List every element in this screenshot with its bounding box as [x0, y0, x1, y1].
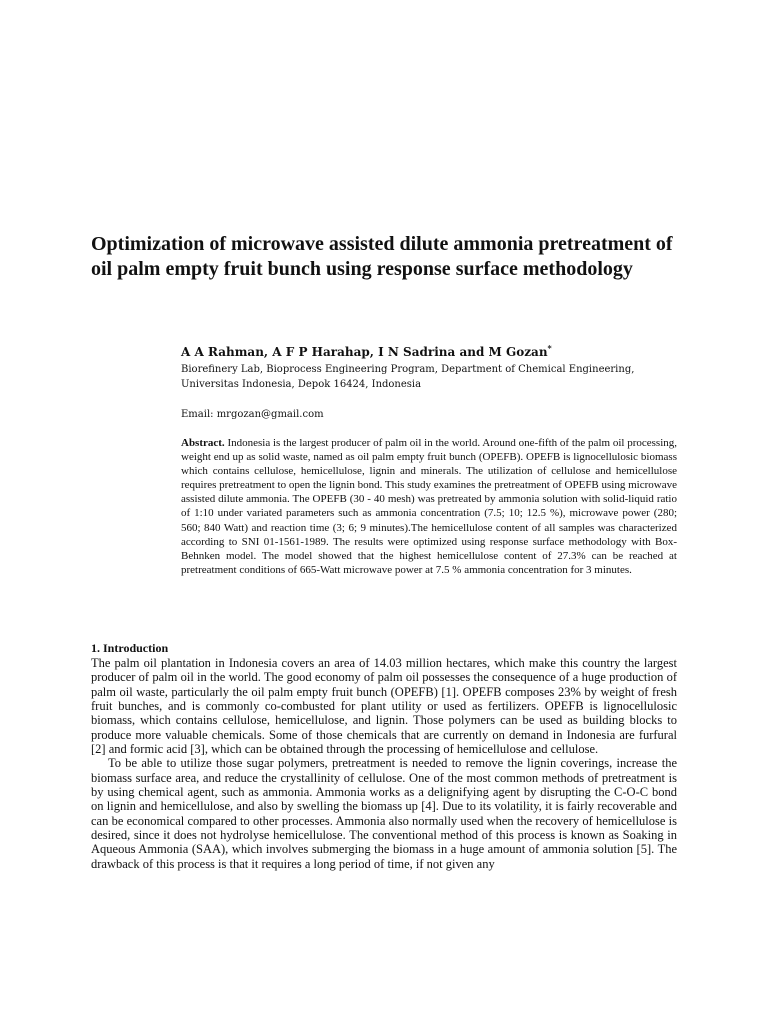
- introduction-paragraph-1: The palm oil plantation in Indonesia covers an area of 14.03 million hectares, which make this country the largest producer of palm oil in the world. The good economy of palm oil possesses the consequence of a huge production of palm oil waste, particularly the oil palm empty fruit bunch (OPEFB) [1]. OPEFB composes 23% by weight of fresh fruit bunches, and is commonly co-combusted for plant utility or used as fertilizers. OPEFB is lignocellulosic biomass, which contains cellulose, hemicellulose, and lignin. Those polymers can be used as building blocks to produce more valuable chemicals. Some of those chemicals that are currently on demand in Indonesia are furfural [2] and formic acid [3], which can be obtained through the processing of hemicellulose and cellulose.: [91, 656, 677, 757]
- paper-title: Optimization of microwave assisted dilute ammonia pretreatment of oil palm empty fruit bunch using response surface methodology: [91, 233, 673, 280]
- affiliation-line-1: Biorefinery Lab, Bioprocess Engineering Program, Department of Chemical Engineering,: [181, 364, 635, 375]
- author-list: [181, 340, 681, 360]
- abstract-text: Indonesia is the largest producer of palm oil in the world. Around one-fifth of the palm oil processing, weight end up as solid waste, named as oil palm empty fruit bunch (OPEFB). OPEFB is lignocellulosic biomass which contains cellulose, hemicellulose, lignin and minerals. The utilization of cellulose and hemicellulose requires pretreatment to open the lignin bond. This study examines the pretreatment of OPEFB using microwave assisted dilute ammonia. The OPEFB (30 - 40 mesh) was pretreated by ammonia solution with solid-liquid ratio of 1:10 under variated parameters such as ammonia concentration (7.5; 10; 12.5 %), microwave power (280; 560; 840 Watt) and reaction time (3; 6; 9 minutes).The hemicellulose content of all samples was characterized according to SNI 01-1561-1989. The results were optimized using response surface methodology with Box-Behnken model. The model showed that the highest hemicellulose content of 27.3% can be reached at pretreatment conditions of 665-Watt microwave power at 7.5 % ammonia concentration for 3 minutes.: [181, 437, 678, 576]
- abstract: [181, 436, 677, 577]
- abstract-label: Abstract.: [181, 437, 225, 449]
- affiliation-line-2: Universitas Indonesia, Depok 16424, Indonesia: [181, 379, 422, 390]
- contact-email: Email: mrgozan@gmail.com: [181, 409, 324, 420]
- introduction-body: [91, 656, 677, 871]
- author-names: A A Rahman, A F P Harahap, I N Sadrina and M Gozan: [181, 345, 548, 359]
- affiliation: [181, 362, 681, 392]
- corresponding-author-mark: *: [547, 343, 552, 353]
- section-heading-introduction: 1. Introduction: [91, 641, 169, 655]
- introduction-paragraph-2: To be able to utilize those sugar polymers, pretreatment is needed to remove the lignin coverings, increase the biomass surface area, and reduce the crystallinity of cellulose. One of the most common methods of pretreatment is by using chemical agent, such as ammonia. Ammonia works as a delignifying agent by disrupting the C-O-C bond on lignin and hemicellulose, and also by swelling the biomass up [4]. Due to its volatility, it is fairly recoverable and can be economical compared to other processes. Ammonia also normally used when the recovery of hemicellulose is desired, since it does not hydrolyse hemicellulose. The conventional method of this process is known as Soaking in Aqueous Ammonia (SAA), which involves submerging the biomass in a huge amount of ammonia solution [5]. The drawback of this process is that it requires a long period of time, if not given any: [91, 756, 677, 871]
